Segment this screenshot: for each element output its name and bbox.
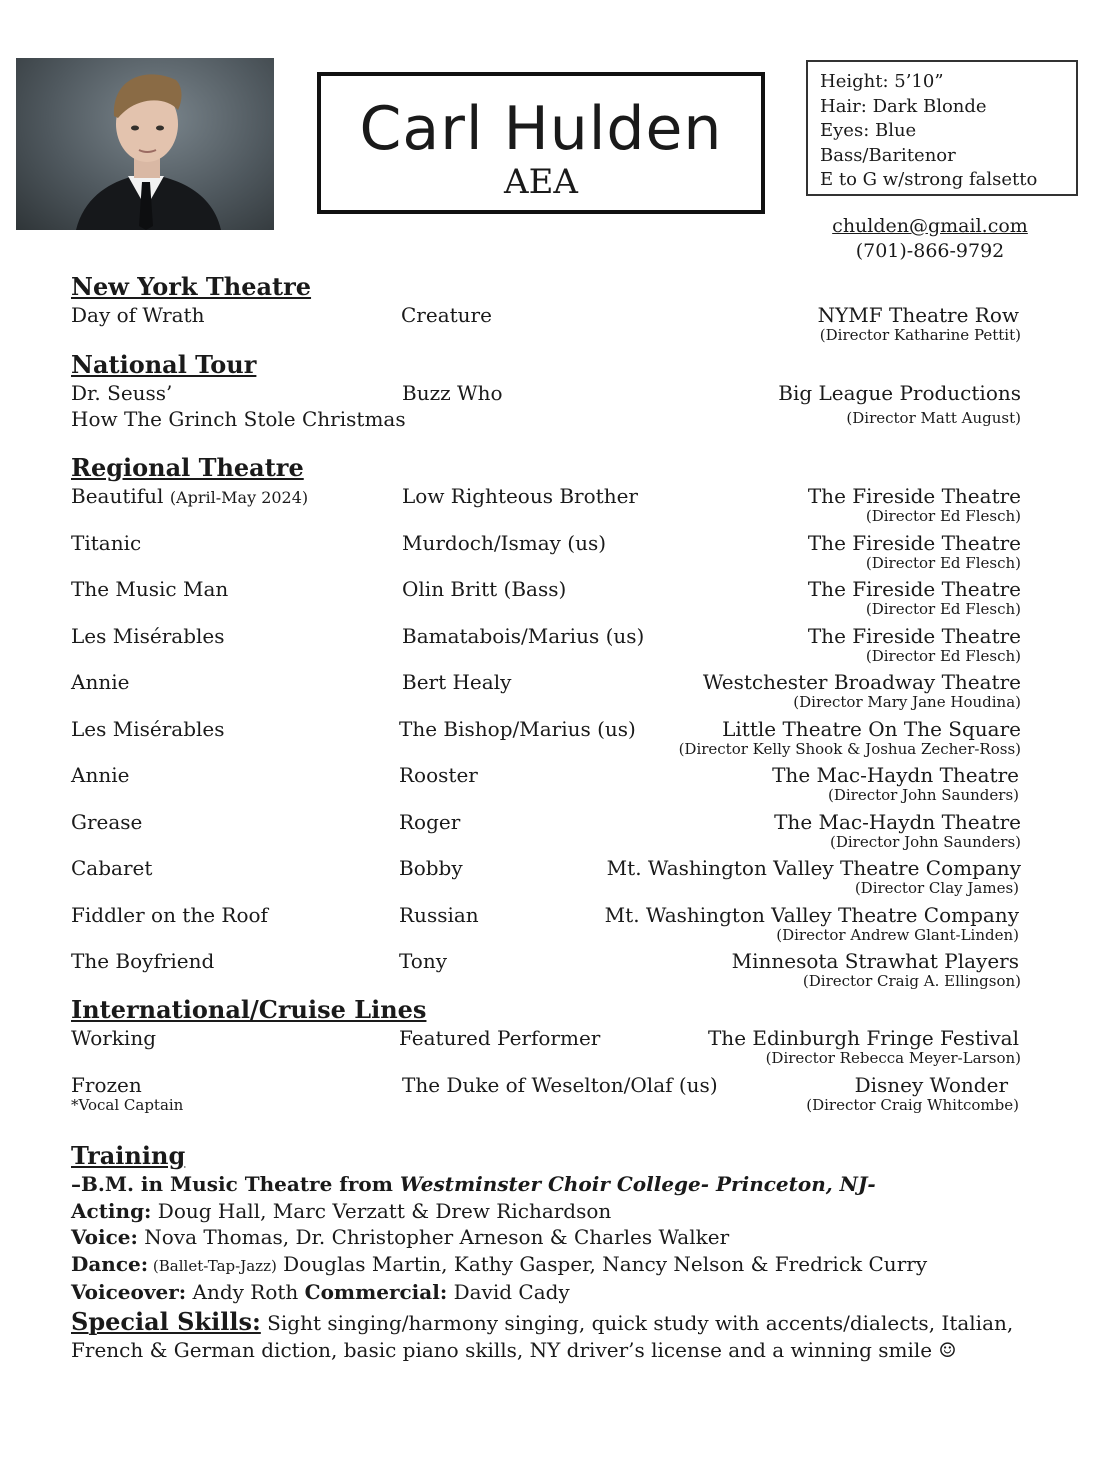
credit-row <box>71 716 1023 763</box>
show-title: Annie <box>71 763 130 787</box>
actor-name: Carl Hulden <box>359 94 723 164</box>
show-title: Beautiful (April-May 2024) <box>71 484 309 508</box>
venue: Mt. Washington Valley Theatre Company <box>606 856 1021 880</box>
stat-range: E to G w/strong falsetto <box>820 169 1038 190</box>
role: Bamatabois/Marius (us) <box>402 623 645 648</box>
role: Rooster <box>399 763 478 787</box>
director: (Director Matt August) <box>846 409 1021 427</box>
credit-row <box>71 483 1023 530</box>
name-box <box>317 72 765 214</box>
venue: The Fireside Theatre <box>807 484 1021 508</box>
credit-row <box>71 762 1023 809</box>
director: (Director Katharine Pettit) <box>819 326 1021 344</box>
show-title: Titanic <box>71 530 142 555</box>
role: Bobby <box>399 856 463 880</box>
role: Roger <box>399 809 461 834</box>
director: (Director Craig Whitcombe) <box>806 1095 1019 1114</box>
union-affiliation: AEA <box>504 162 578 202</box>
training-acting: Acting: Doug Hall, Marc Verzatt & Drew Richardson <box>71 1198 612 1223</box>
credit-row <box>71 902 1023 949</box>
credit-row <box>71 1072 1023 1119</box>
section-national-tour <box>71 350 1023 436</box>
training-voice: Voice: Nova Thomas, Dr. Christopher Arneson & Charles Walker <box>71 1225 730 1249</box>
show-title: Working <box>71 1026 156 1050</box>
training-voiceover-commercial: Voiceover: Andy Roth Commercial: David Cady <box>71 1280 570 1304</box>
show-title: Annie <box>71 670 130 694</box>
director: (Director Clay James) <box>854 879 1019 897</box>
stat-eyes: Eyes: Blue <box>820 120 917 141</box>
role: Tony <box>399 949 448 973</box>
director: (Director Ed Flesch) <box>865 600 1021 618</box>
credit-row <box>71 948 1023 995</box>
show-title: Cabaret <box>71 856 153 880</box>
show-title: The Music Man <box>71 577 229 601</box>
role: Bert Healy <box>402 670 512 694</box>
role: The Bishop/Marius (us) <box>399 716 636 741</box>
venue: Disney Wonder <box>854 1072 1008 1097</box>
credit-row <box>71 530 1023 577</box>
show-title: Les Misérables <box>71 623 225 648</box>
phone-number: (701)-866-9792 <box>855 240 1005 262</box>
email-link[interactable]: chulden@gmail.com <box>832 215 1028 237</box>
director: (Director Ed Flesch) <box>865 507 1021 525</box>
section-heading: Training <box>71 1141 186 1170</box>
role: Featured Performer <box>399 1026 601 1050</box>
director: (Director John Saunders) <box>828 786 1019 804</box>
skills-heading: Special Skills: <box>71 1306 261 1336</box>
venue: NYMF Theatre Row <box>817 303 1019 327</box>
role: Olin Britt (Bass) <box>402 577 567 601</box>
stat-voice-type: Bass/Baritenor <box>820 144 956 166</box>
show-title: The Boyfriend <box>71 949 215 973</box>
director: (Director Rebecca Meyer-Larson) <box>765 1049 1021 1067</box>
section-regional-theatre <box>71 453 1023 995</box>
credit-row <box>71 1025 1023 1072</box>
director: (Director Craig A. Ellingson) <box>802 972 1021 990</box>
role: Buzz Who <box>402 381 503 405</box>
role: Russian <box>399 902 479 927</box>
show-title: Grease <box>71 809 143 834</box>
section-heading: Regional Theatre <box>71 453 304 482</box>
show-title: Dr. Seuss’ How The Grinch Stole Christmas <box>71 381 406 431</box>
director: (Director John Saunders) <box>830 832 1021 851</box>
role: Murdoch/Ismay (us) <box>402 530 607 555</box>
section-training <box>71 1141 1023 1364</box>
section-international-cruise <box>71 995 1023 1118</box>
headshot-illustration <box>16 58 274 230</box>
credit-row <box>71 576 1023 623</box>
contact-info <box>810 214 1050 264</box>
credit-row <box>71 302 1023 349</box>
credit-row <box>71 669 1023 716</box>
venue: Big League Productions <box>778 381 1021 405</box>
venue: The Fireside Theatre <box>807 577 1021 601</box>
credit-row <box>71 623 1023 670</box>
credit-row <box>71 380 1023 436</box>
director: (Director Mary Jane Houdina) <box>793 693 1021 711</box>
show-title: Day of Wrath <box>71 303 205 327</box>
section-heading: National Tour <box>71 350 257 379</box>
director: (Director Kelly Shook & Joshua Zecher-Ross) <box>678 739 1021 758</box>
training-degree: –B.M. in Music Theatre from Westminster Choir College- Princeton, NJ- <box>71 1172 876 1196</box>
training-dance: Dance: (Ballet-Tap-Jazz) Douglas Martin, Kathy Gasper, Nancy Nelson & Fredrick Curry <box>71 1251 928 1276</box>
venue: The Edinburgh Fringe Festival <box>707 1026 1019 1050</box>
venue: The Mac-Haydn Theatre <box>774 809 1021 834</box>
headshot-photo <box>16 58 274 230</box>
show-title: Frozen <box>71 1072 142 1097</box>
section-heading: New York Theatre <box>71 272 312 301</box>
show-title: Les Misérables <box>71 716 225 741</box>
credit-row <box>71 855 1023 902</box>
venue: Mt. Washington Valley Theatre Company <box>604 902 1019 927</box>
stats-box <box>806 60 1078 196</box>
stat-height: Height: 5’10” <box>820 71 944 92</box>
stat-hair: Hair: Dark Blonde <box>820 95 987 117</box>
director: (Director Ed Flesch) <box>865 646 1021 665</box>
venue: Little Theatre On The Square <box>722 716 1021 741</box>
section-new-york-theatre <box>71 272 1023 349</box>
role: Creature <box>401 303 492 327</box>
venue: The Fireside Theatre <box>807 530 1021 555</box>
venue: The Mac-Haydn Theatre <box>772 763 1019 787</box>
venue: Minnesota Strawhat Players <box>731 949 1019 973</box>
director: (Director Ed Flesch) <box>865 553 1021 572</box>
role: Low Righteous Brother <box>402 484 638 508</box>
vocal-captain-note: *Vocal Captain <box>71 1095 184 1114</box>
director: (Director Andrew Glant-Linden) <box>776 925 1019 944</box>
role: The Duke of Weselton/Olaf (us) <box>402 1072 718 1097</box>
venue: Westchester Broadway Theatre <box>702 670 1021 694</box>
show-title: Fiddler on the Roof <box>71 902 268 927</box>
credit-row <box>71 809 1023 856</box>
section-heading: International/Cruise Lines <box>71 995 427 1024</box>
special-skills: Special Skills: Sight singing/harmony singing, quick study with accents/dialects, Italian, French & German diction, basic piano skills, NY driver’s license and a winning smile ☺ <box>71 1306 1014 1362</box>
venue: The Fireside Theatre <box>807 623 1021 648</box>
